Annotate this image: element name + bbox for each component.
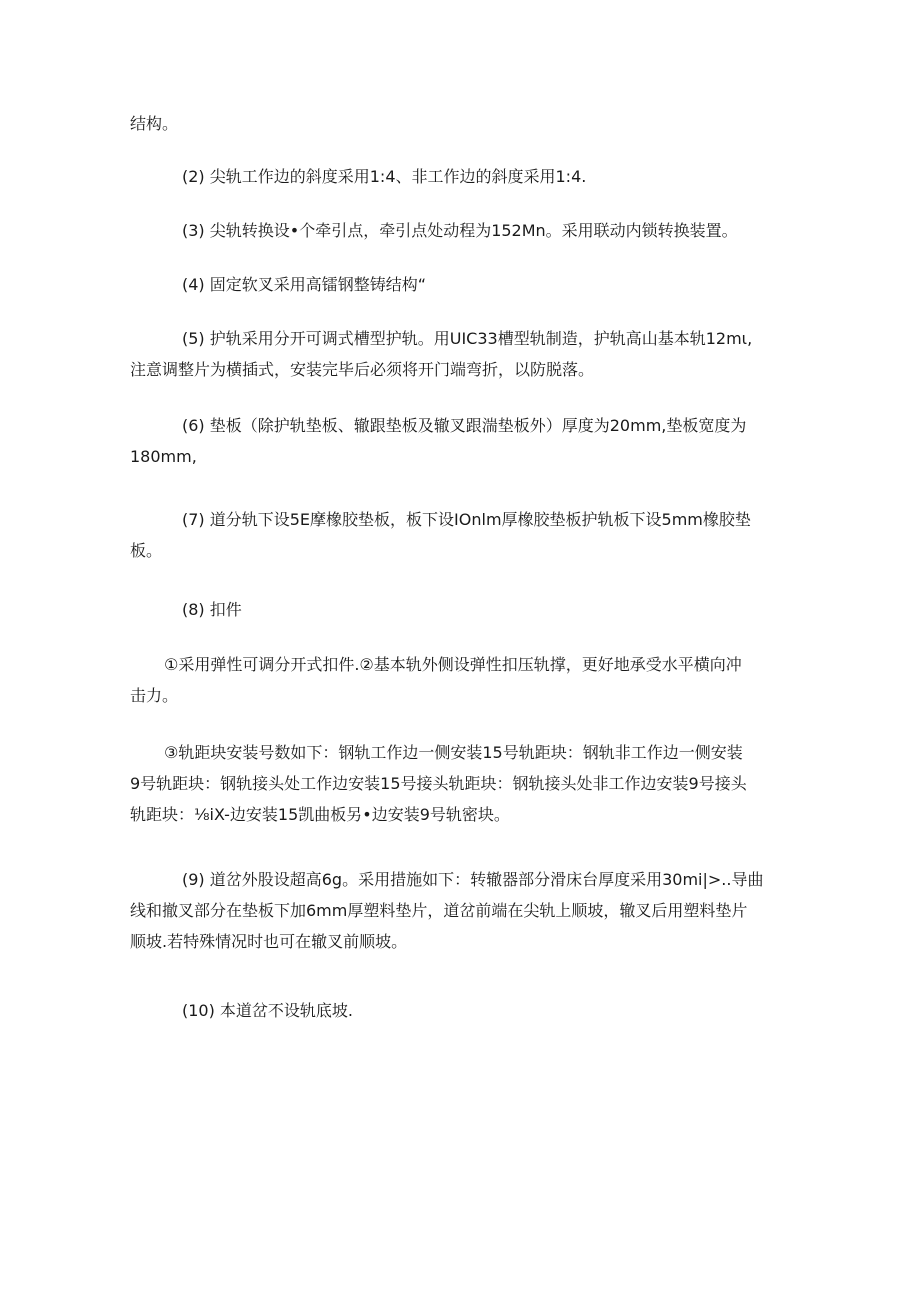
text-line: ①采用弹性可调分开式扣件.②基本轨外侧设弹性扣压轨撑，更好地承受水平横向冲 [164,655,742,674]
text-line: (2) 尖轨工作边的斜度采用1:4、非工作边的斜度采用1:4. [182,167,587,186]
paragraph-item-8 [130,594,785,625]
text-line: (5) 护轨采用分开可调式槽型护轨。用UIC33槽型轨制造，护轨高山基本轨12mι, [182,329,753,348]
paragraph-item-5 [130,323,785,385]
paragraph-item-9 [130,864,785,957]
text-line: ③轨距块安装号数如下：钢轨工作边一侧安装15号轨距块：钢轨非工作边一侧安装 [164,743,743,762]
paragraph-item-8-1 [130,649,785,711]
paragraph-item-3 [130,215,785,246]
text-line: 板。 [130,541,163,560]
text-line: (9) 道岔外股设超高6g。采用措施如下：转辙器部分滑床台厚度采用30mi|>..导曲 [182,870,764,889]
text-line: 线和撤叉部分在垫板下加6mm厚塑料垫片，道岔前端在尖轨上顺坡，辙叉后用塑料垫片 [130,901,748,920]
text-line: 9号轨距块：钢轨接头处工作边安装15号接头轨距块：钢轨接头处非工作边安装9号接头 [130,774,747,793]
text-line: (10) 本道岔不设轨底坡. [182,1001,354,1020]
text-line: 180mm, [130,447,197,466]
text-line: (4) 固定软叉采用高镭钢整铸结构“ [182,275,427,294]
paragraph-structure-tail [130,108,785,139]
text-line: (8) 扣件 [182,600,242,619]
text-line: 顺坡.若特殊情况时也可在辙叉前顺坡。 [130,932,408,951]
paragraph-item-8-3 [130,737,785,830]
paragraph-item-4 [130,269,785,300]
text-line: (6) 垫板（除护轨垫板、辙跟垫板及辙叉跟湍垫板外）厚度为20mm,垫板宽度为 [182,416,747,435]
text-line: 轨距块：⅛iX-边安装15凯曲板另•边安装9号轨密块。 [130,805,510,824]
paragraph-item-6 [130,410,785,472]
text-line: 注意调整片为横插式，安装完毕后必须将开门端弯折，以防脱落。 [130,360,595,379]
text-line: (7) 道分轨下设5E摩橡胶垫板，板下设IOnlm厚橡胶垫板护轨板下设5mm橡胶垫 [182,510,751,529]
paragraph-item-2 [130,161,785,192]
text-line: 结构。 [130,114,179,133]
paragraph-item-7 [130,504,785,566]
text-line: (3) 尖轨转换设•个牵引点，牵引点处动程为152Mn。采用联动内锁转换装置。 [182,221,738,240]
text-line: 击力。 [130,686,179,705]
paragraph-item-10 [130,995,785,1026]
